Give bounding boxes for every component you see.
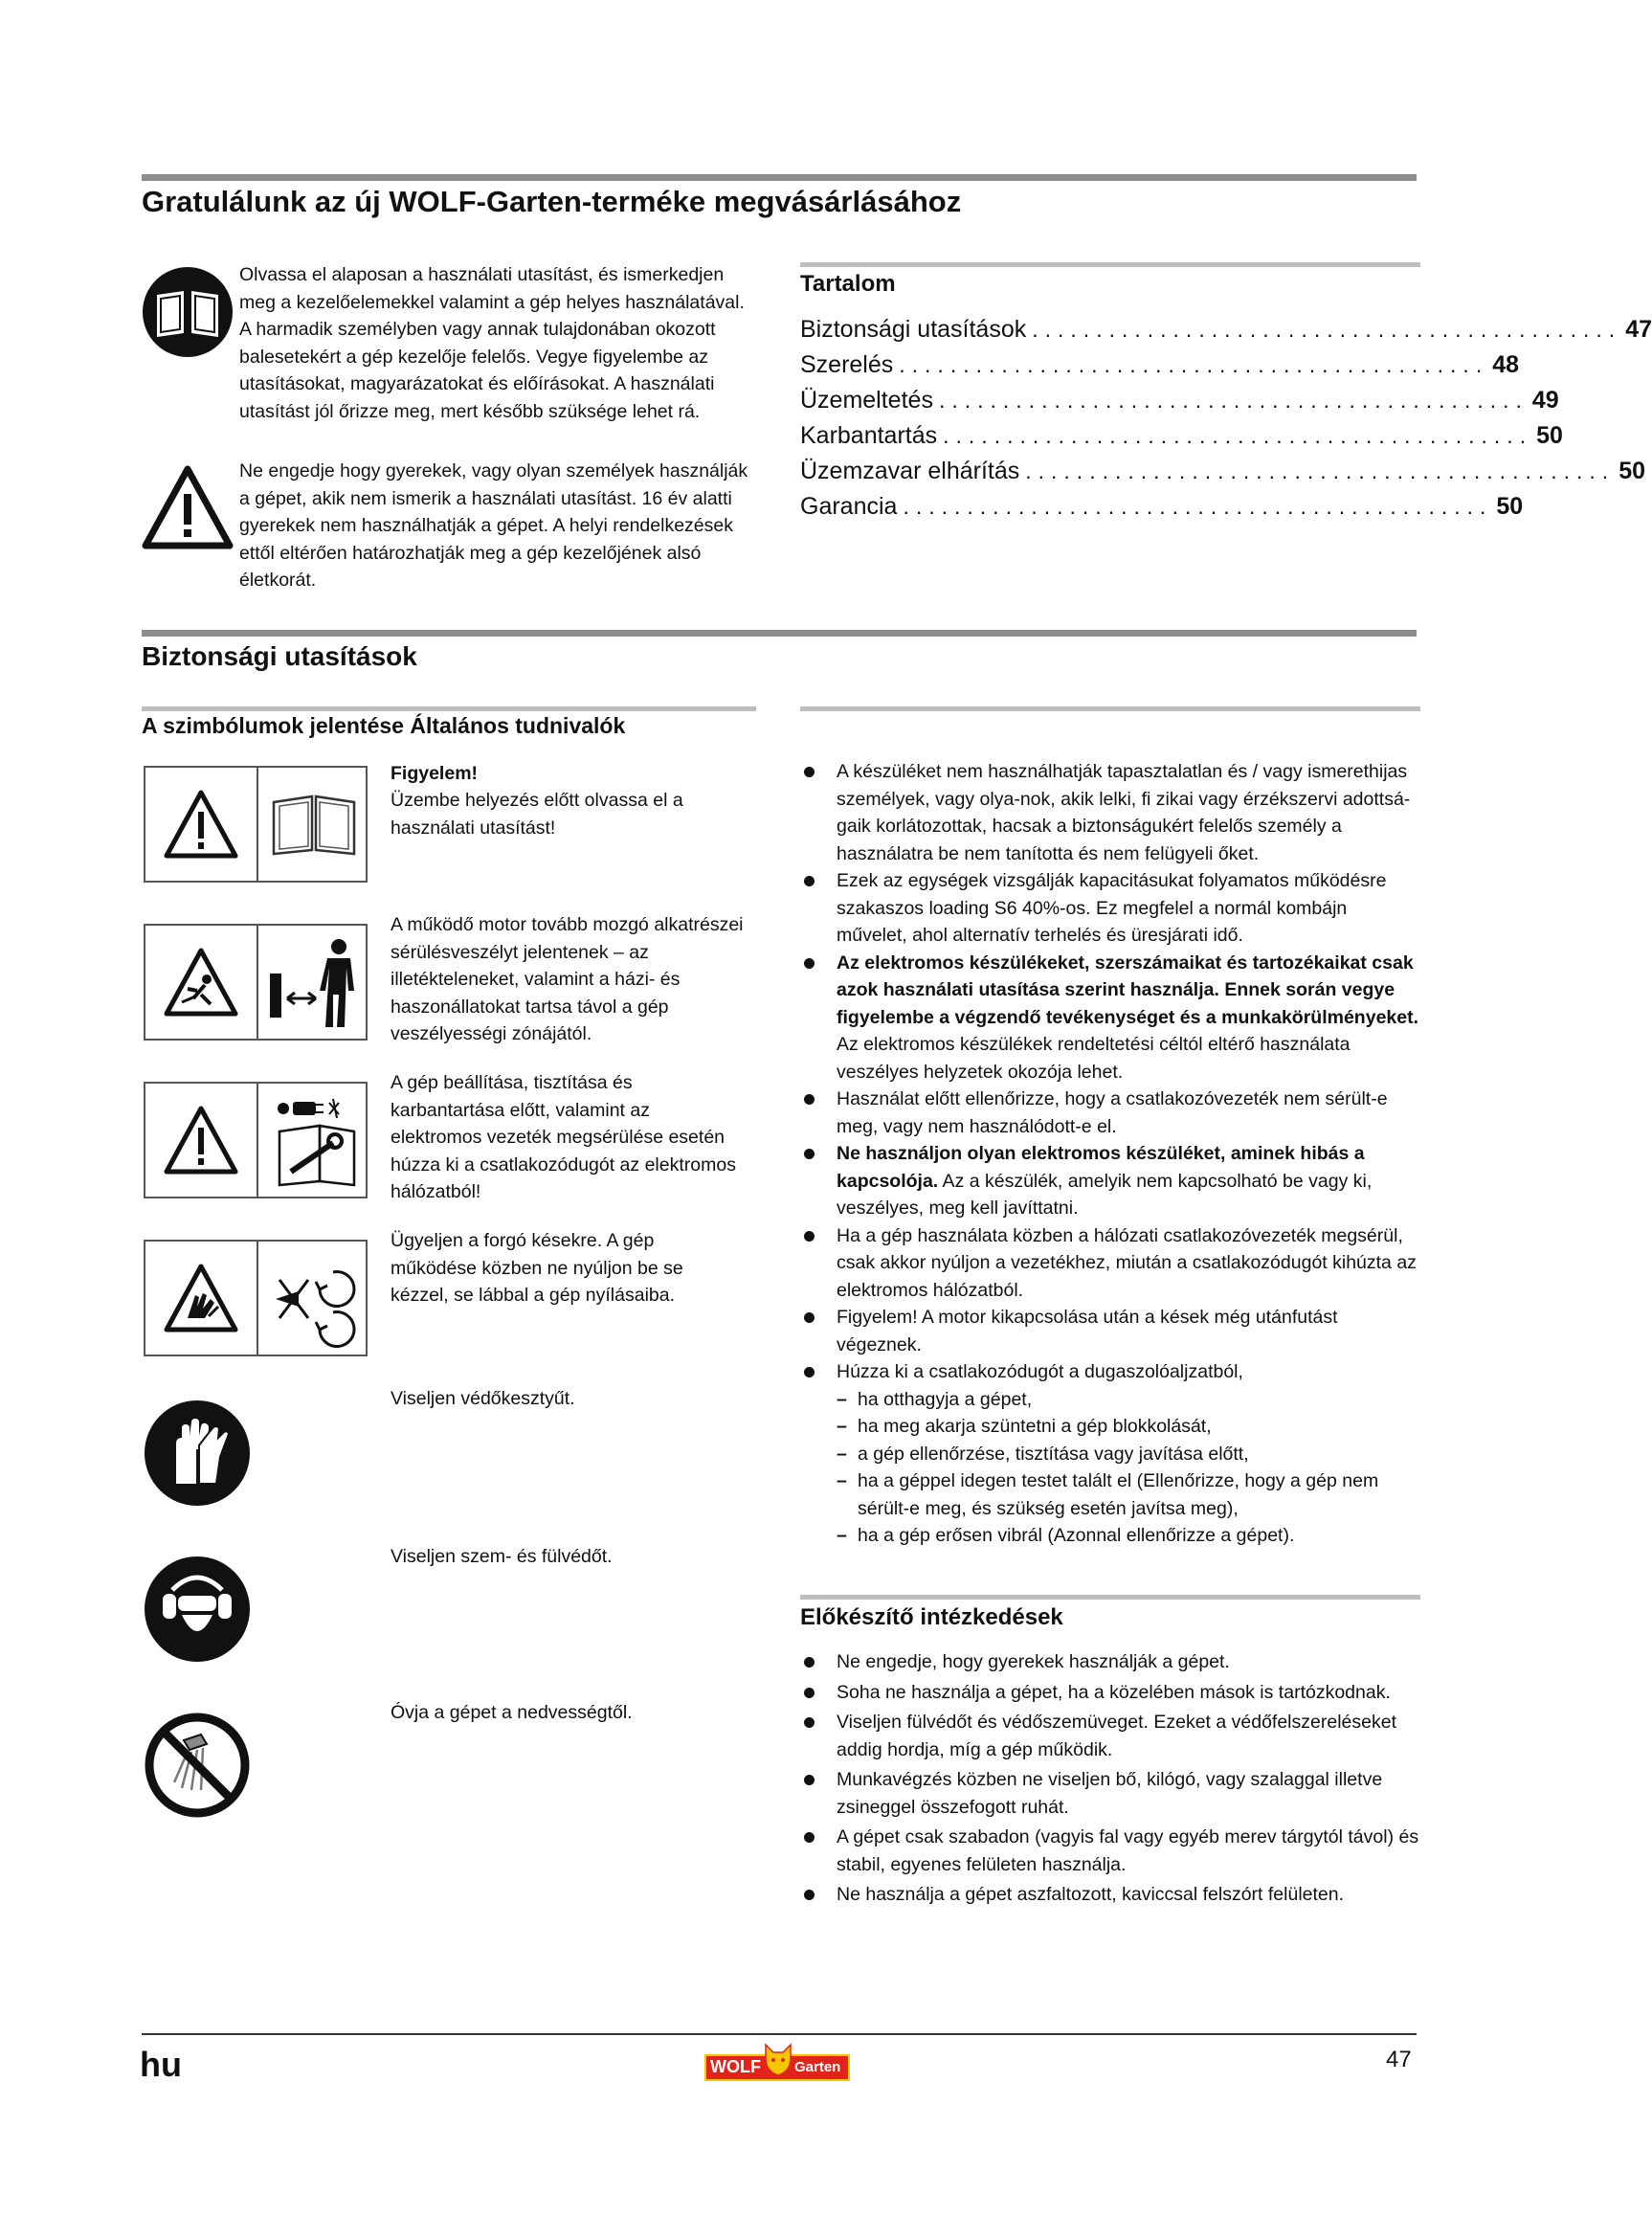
rotating-blade-icon xyxy=(266,1251,362,1347)
list-item: A készüléket nem használhatják tapasztalatlan és / vagy ismerethijas személyek, vagy olya-nok, akik lelki, fi zikai vagy érzékszervi adottsá-gaik korlátozottak, hacsak a biztonságukért felelős személy a használatra be nem tanította és nem felügyeli őket. xyxy=(800,758,1420,867)
book-icon xyxy=(142,266,234,358)
symbol-rotating-blades xyxy=(144,1240,368,1356)
symbols-rule xyxy=(142,706,756,711)
toc-page: 49 xyxy=(1531,387,1559,414)
list-item: Viseljen fülvédőt és védőszemüveget. Ezeket a védőfelszereléseket addig hordja, míg a gép működik. xyxy=(800,1709,1420,1763)
list-item: Ezek az egységek vizsgálják kapacitásukat folyamatos működésre szakaszos loading S6 40%-os. Ez megfelel a normál kombájn művelet, ahol alternatív terhelés és üresjárati idő. xyxy=(800,867,1420,950)
list-item: A gépet csak szabadon (vagyis fal vagy egyéb merev tárgytól távol) és stabil, egyenes felületen használja. xyxy=(800,1824,1420,1878)
symbol-text: Óvja a gépet a nedvességtől. xyxy=(391,1702,633,1723)
list-item: – a gép ellenőrzése, tisztítása vagy javítása előtt, xyxy=(837,1441,1420,1468)
general-rule xyxy=(800,706,1420,711)
symbol-moving-parts xyxy=(144,924,368,1041)
warning-triangle-icon xyxy=(142,465,234,551)
logo-wolf-text: WOLF xyxy=(710,2057,761,2076)
warning-triangle-icon xyxy=(163,1105,239,1177)
footer-rule xyxy=(142,2033,1417,2035)
list-item: – ha meg akarja szüntetni a gép blokkolását, xyxy=(837,1413,1420,1441)
symbol-text: Viseljen védőkesztyűt. xyxy=(391,1388,575,1409)
logo-garten-text: Garten xyxy=(794,2059,841,2075)
page-number: 47 xyxy=(1386,2047,1412,2072)
symbols-heading: A szimbólumok jelentése Általános tudnivalók xyxy=(142,713,626,738)
gloves-icon xyxy=(144,1399,251,1507)
safety-title: Biztonsági utasítások xyxy=(142,641,417,671)
symbol-text: Viseljen szem- és fülvédőt. xyxy=(391,1546,613,1567)
list-item: – ha a gép erősen vibrál (Azonnal ellenőrizze a gépet). xyxy=(837,1522,1420,1550)
symbol-text: A gép beállítása, tisztítása és karbantartása előtt, valamint az elektromos vezeték megsérülése esetén húzza ki a csatlakozódugót az elektromos hálózatból! xyxy=(391,1072,736,1202)
page-title: Gratulálunk az új WOLF-Garten-terméke megvásárlásához xyxy=(142,185,962,218)
list-item: Húzza ki a csatlakozódugót a dugaszolóaljzatból, – ha otthagyja a gépet, – ha meg akarja szüntetni a gép blokkolását, – a gép ellenőrzése, tisztítása vagy javítása előtt, – ha a géppel idegen testet talált el (Ellenőrizze, hogy a gép nem sérült-e meg, és szükség esetén javítsa meg), – ha a gép erősen vibrál (Azonnal ellenőrizze a gépet). xyxy=(800,1358,1420,1550)
intro-warning-text: Ne engedje hogy gyerekek, vagy olyan személyek használják a gépet, akik nem ismerik a használati utasítást. 16 év alatti gyerekek nem használhatják a gépet. A helyi rendelkezések ettől eltérően határozhatják meg a gép kezelőjének alsó életkorát. xyxy=(239,460,748,591)
toc-item[interactable]: Szerelés .............................................. 48 xyxy=(800,351,1520,378)
symbol-text: Ügyeljen a forgó késekre. A gép működése közben ne nyúljon be se kézzel, se lábbal a gép nyílásaiba. xyxy=(391,1230,683,1306)
toc-label: Üzemzavar elhárítás xyxy=(800,458,1020,484)
no-moisture-icon xyxy=(144,1712,251,1819)
list-item: Ne használja a gépet aszfaltozott, kaviccsal felszórt felületen. xyxy=(800,1881,1420,1909)
toc-rule xyxy=(800,262,1420,267)
manual-book-icon xyxy=(270,791,358,858)
wolf-garten-logo xyxy=(704,2043,850,2085)
general-notes-list xyxy=(800,758,1420,1550)
toc-item[interactable]: Üzemeltetés .............................................. 49 xyxy=(800,387,1559,414)
intro-read-text: Olvassa el alaposan a használati utasítást, és ismerkedjen meg a kezelőelemekkel valamint a gép helyes használatával. A harmadik személyben vagy annak tulajdonában okozott balesetekért a gép kezelője felelős. Vegye figyelembe az utasításokat, magyarázatokat és előírásokat. A használati utasítást jól őrizze meg, mert később szüksége lehet rá. xyxy=(239,264,745,422)
symbol-text: A működő motor tovább mozgó alkatrészei sérülésveszélyt jelentenek – az illetékteleneket, valamint a házi- és haszonállatokat tartsa távol a gép veszélyességi zónájától. xyxy=(391,914,744,1044)
toc-page: 50 xyxy=(1496,493,1524,520)
list-item: Használat előtt ellenőrizze, hogy a csatlakozóvezeték nem sérült-e meg, vagy nem használódott-e el. xyxy=(800,1086,1420,1140)
unplug-cases-list xyxy=(837,1386,1420,1550)
toc-page: 48 xyxy=(1492,351,1520,378)
warning-triangle-icon xyxy=(163,789,239,862)
toc-label: Karbantartás xyxy=(800,422,938,449)
toc-item[interactable]: Garancia .............................................. 50 xyxy=(800,493,1524,520)
list-item: Munkavégzés közben ne viseljen bő, kilógó, vagy szalaggal illetve zsineggel összefogott ruhát. xyxy=(800,1766,1420,1821)
flying-debris-warning-icon xyxy=(163,947,239,1019)
list-item: – ha otthagyja a gépet, xyxy=(837,1386,1420,1414)
fox-head-icon xyxy=(764,2043,793,2077)
toc-title: Tartalom xyxy=(800,271,896,297)
plug-wrench-manual-icon xyxy=(266,1093,362,1189)
symbol-unplug xyxy=(144,1082,368,1198)
toc-item[interactable]: Üzemzavar elhárítás .............................................. 50 xyxy=(800,458,1646,484)
toc-page: 50 xyxy=(1536,422,1563,449)
toc-label: Garancia xyxy=(800,493,898,520)
toc-item[interactable]: Karbantartás .............................................. 50 xyxy=(800,422,1563,449)
eye-ear-protection-icon xyxy=(144,1556,251,1663)
list-item: Ne engedje, hogy gyerekek használják a gépet. xyxy=(800,1648,1420,1676)
prep-title: Előkészítő intézkedések xyxy=(800,1604,1063,1630)
symbol-title: Figyelem! xyxy=(391,763,479,784)
keep-distance-icon xyxy=(266,935,362,1031)
list-item: Soha ne használja a gépet, ha a közelében mások is tartózkodnak. xyxy=(800,1679,1420,1707)
symbol-warning-read-manual xyxy=(144,766,368,883)
prep-rule xyxy=(800,1595,1420,1600)
toc-label: Szerelés xyxy=(800,351,894,378)
symbol-text: Üzembe helyezés előtt olvassa el a használati utasítást! xyxy=(391,790,683,839)
list-item: Az elektromos készülékeket, szerszámaikat és tartozékaikat csak azok használati utasítása szerint használja. Ennek során vegye figyelembe a végzendő tevékenységet és a munkakörülményeket. Az elektromos készülékek rendeltetési céltól eltérő használata veszélyes helyzetek okozója lehet. xyxy=(800,950,1420,1086)
list-item: Ha a gép használata közben a hálózati csatlakozóvezeték megsérül, csak akkor nyúljon a vezetékhez, miután a csatlakozódugót kihúzta az elektromos hálózatból. xyxy=(800,1222,1420,1305)
toc-item[interactable]: Biztonsági utasítások .............................................. 47 xyxy=(800,316,1652,343)
hand-blade-warning-icon xyxy=(163,1263,239,1335)
toc-label: Üzemeltetés xyxy=(800,387,933,414)
prep-list xyxy=(800,1648,1420,1909)
toc-label: Biztonsági utasítások xyxy=(800,316,1027,343)
list-item: Ne használjon olyan elektromos készüléket, aminek hibás a kapcsolója. Az a készülék, amelyik nem kapcsolható be vagy ki, veszélyes, meg kell javíttatni. xyxy=(800,1140,1420,1222)
toc-page: 50 xyxy=(1619,458,1646,484)
toc-page: 47 xyxy=(1625,316,1652,343)
list-item: Figyelem! A motor kikapcsolása után a kések még utánfutást végeznek. xyxy=(800,1304,1420,1358)
safety-rule xyxy=(142,630,1417,637)
list-item: – ha a géppel idegen testet talált el (Ellenőrizze, hogy a gép nem sérült-e meg, és szükség esetén javítsa meg), xyxy=(837,1467,1420,1522)
header-rule xyxy=(142,174,1417,181)
language-code: hu xyxy=(140,2045,182,2084)
